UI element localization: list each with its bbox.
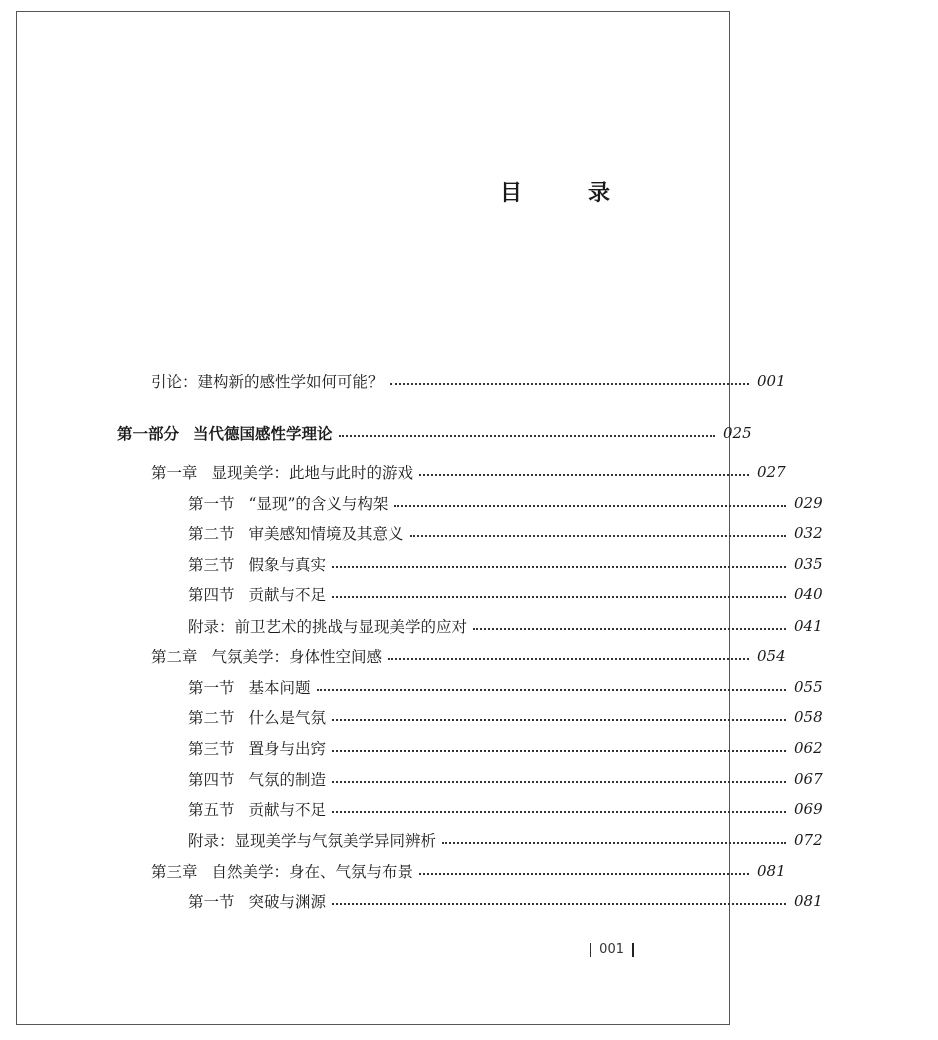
toc-entry-section[interactable] — [0, 552, 938, 576]
entry-page: 025 — [723, 424, 752, 442]
folio-number: 001 — [599, 942, 624, 957]
leader-dots — [410, 535, 786, 537]
leader-dots — [332, 596, 786, 598]
entry-prefix: 第一节 — [188, 679, 235, 697]
entry-text: 附录：显现美学与气氛美学异同辨析 — [188, 832, 437, 850]
entry-text: 显现美学：此地与此时的游戏 — [211, 464, 414, 482]
leader-dots — [332, 750, 786, 752]
toc-entry-chapter[interactable] — [0, 644, 901, 668]
toc-entry[interactable] — [0, 369, 901, 393]
folio-right-bar — [632, 943, 634, 957]
leader-dots — [390, 383, 749, 385]
toc-entry-part[interactable] — [0, 421, 867, 445]
entry-page: 062 — [794, 739, 823, 757]
entry-page: 069 — [794, 800, 823, 818]
page-number — [590, 942, 634, 957]
entry-page: 032 — [794, 524, 823, 542]
leader-dots — [332, 781, 786, 783]
folio-left-bar — [590, 943, 591, 957]
entry-prefix: 第三节 — [188, 740, 235, 758]
entry-page: 081 — [757, 862, 786, 880]
entry-prefix: 第二节 — [188, 709, 235, 727]
entry-text: 审美感知情境及其意义 — [248, 525, 404, 543]
entry-text: 突破与渊源 — [248, 893, 327, 911]
toc-entry-section[interactable] — [0, 736, 938, 760]
leader-dots — [317, 689, 786, 691]
entry-page: 055 — [794, 678, 823, 696]
entry-prefix: 第五节 — [188, 801, 235, 819]
entry-page: 029 — [794, 494, 823, 512]
entry-page: 067 — [794, 770, 823, 788]
toc-entry-section[interactable] — [0, 767, 938, 791]
entry-text: 引论：建构新的感性学如何可能？ — [151, 373, 384, 391]
toc-entry-chapter[interactable] — [0, 859, 901, 883]
entry-text: 气氛美学：身体性空间感 — [211, 648, 383, 666]
toc-entry-section[interactable] — [0, 705, 938, 729]
entry-text: 什么是气氛 — [248, 709, 327, 727]
entry-page: 001 — [757, 372, 786, 390]
toc-entry-section[interactable] — [0, 675, 938, 699]
entry-prefix: 第一节 — [188, 893, 235, 911]
leader-dots — [419, 873, 749, 875]
leader-dots — [339, 435, 715, 437]
entry-text: 气氛的制造 — [248, 771, 327, 789]
leader-dots — [332, 566, 786, 568]
entry-page: 041 — [794, 617, 823, 635]
entry-prefix: 第二章 — [151, 648, 198, 666]
toc-entry-section[interactable] — [0, 582, 938, 606]
leader-dots — [388, 658, 749, 660]
entry-page: 027 — [757, 463, 786, 481]
entry-page: 058 — [794, 708, 823, 726]
leader-dots — [332, 719, 786, 721]
toc-entry-appendix[interactable] — [0, 614, 938, 638]
entry-prefix: 第四节 — [188, 586, 235, 604]
leader-dots — [473, 628, 786, 630]
toc-entry-section[interactable] — [0, 521, 938, 545]
entry-text: 假象与真实 — [248, 556, 327, 574]
entry-text: 当代德国感性学理论 — [193, 424, 333, 443]
leader-dots — [332, 903, 786, 905]
toc-entry-section[interactable] — [0, 797, 938, 821]
entry-prefix: 第一章 — [151, 464, 198, 482]
entry-page: 054 — [757, 647, 786, 665]
entry-page: 040 — [794, 585, 823, 603]
entry-prefix: 第一部分 — [117, 424, 180, 443]
leader-dots — [332, 811, 786, 813]
entry-prefix: 第三章 — [151, 863, 198, 881]
entry-page: 072 — [794, 831, 823, 849]
entry-text: 置身与出窍 — [248, 740, 327, 758]
entry-page: 081 — [794, 892, 823, 910]
entry-page: 035 — [794, 555, 823, 573]
toc-title: 目 录 — [499, 180, 632, 206]
entry-prefix: 第四节 — [188, 771, 235, 789]
entry-text: 附录：前卫艺术的挑战与显现美学的应对 — [188, 618, 468, 636]
entry-text: 贡献与不足 — [248, 586, 327, 604]
toc-entry-section[interactable] — [0, 889, 938, 913]
toc-entry-appendix[interactable] — [0, 828, 938, 852]
entry-text: “显现”的含义与构架 — [248, 495, 389, 513]
entry-prefix: 第二节 — [188, 525, 235, 543]
entry-text: 自然美学：身在、气氛与布景 — [211, 863, 414, 881]
leader-dots — [394, 505, 786, 507]
entry-text: 贡献与不足 — [248, 801, 327, 819]
toc-entry-chapter[interactable] — [0, 460, 901, 484]
leader-dots — [442, 842, 786, 844]
entry-prefix: 第三节 — [188, 556, 235, 574]
entry-text: 基本问题 — [248, 679, 311, 697]
toc-entry-section[interactable] — [0, 491, 938, 515]
leader-dots — [419, 474, 749, 476]
entry-prefix: 第一节 — [188, 495, 235, 513]
